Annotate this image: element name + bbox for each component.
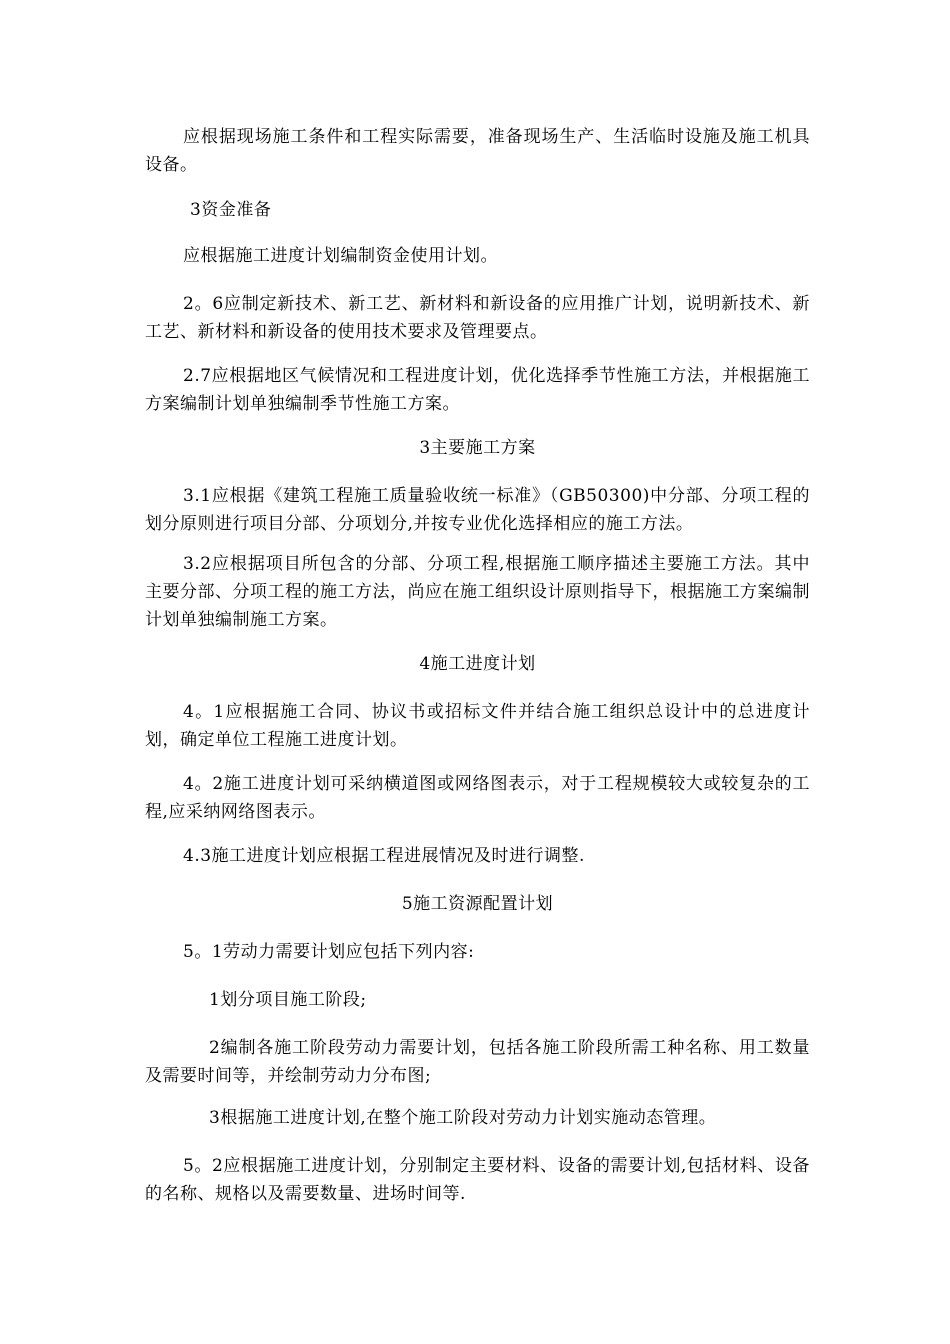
paragraph-3-1: 3.1应根据《建筑工程施工质量验收统一标准》（GB50300)中分部、分项工程的划分原则进行项目分部、分项划分,并按专业优化选择相应的施工方法。: [145, 486, 810, 534]
paragraph-funding-plan: 应根据施工进度计划编制资金使用计划。: [183, 246, 498, 266]
heading-resource-plan: 5施工资源配置计划: [401, 894, 554, 914]
paragraph-new-technology: 2。6应制定新技术、新工艺、新材料和新设备的应用推广计划，说明新技术、新工艺、新材料和新设备的使用技术要求及管理要点。: [145, 294, 810, 342]
list-item-3: 3根据施工进度计划,在整个施工阶段对劳动力计划实施动态管理。: [209, 1108, 717, 1128]
heading-schedule-plan: 4施工进度计划: [419, 654, 536, 674]
paragraph-seasonal-construction: 2.7应根据地区气候情况和工程进度计划，优化选择季节性施工方法，并根据施工方案编制计划单独编制季节性施工方案。: [145, 366, 810, 414]
paragraph-5-2: 5。2应根据施工进度计划，分别制定主要材料、设备的需要计划,包括材料、设备的名称、规格以及需要数量、进场时间等.: [145, 1156, 810, 1204]
paragraph-4-2: 4。2施工进度计划可采纳横道图或网络图表示，对于工程规模较大或较复杂的工程,应采纳网络图表示。: [145, 774, 810, 822]
paragraph-3-2: 3.2应根据项目所包含的分部、分项工程,根据施工顺序描述主要施工方法。其中主要分部、分项工程的施工方法，尚应在施工组织设计原则指导下，根据施工方案编制计划单独编制施工方案。: [145, 554, 810, 630]
paragraph-5-1: 5。1劳动力需要计划应包括下列内容:: [183, 942, 475, 962]
section-funding-title: 3资金准备: [190, 200, 272, 220]
paragraph-4-3: 4.3施工进度计划应根据工程进展情况及时进行调整.: [183, 846, 585, 866]
paragraph-site-facilities: 应根据现场施工条件和工程实际需要，准备现场生产、生活临时设施及施工机具设备。: [145, 127, 810, 175]
list-item-2: 2编制各施工阶段劳动力需要计划，包括各施工阶段所需工种名称、用工数量及需要时间等，并绘制劳动力分布图;: [145, 1038, 810, 1086]
heading-main-construction-plan: 3主要施工方案: [419, 438, 536, 458]
paragraph-4-1: 4。1应根据施工合同、协议书或招标文件并结合施工组织总设计中的总进度计划，确定单位工程施工进度计划。: [145, 702, 810, 750]
list-item-1: 1划分项目施工阶段;: [209, 990, 367, 1010]
